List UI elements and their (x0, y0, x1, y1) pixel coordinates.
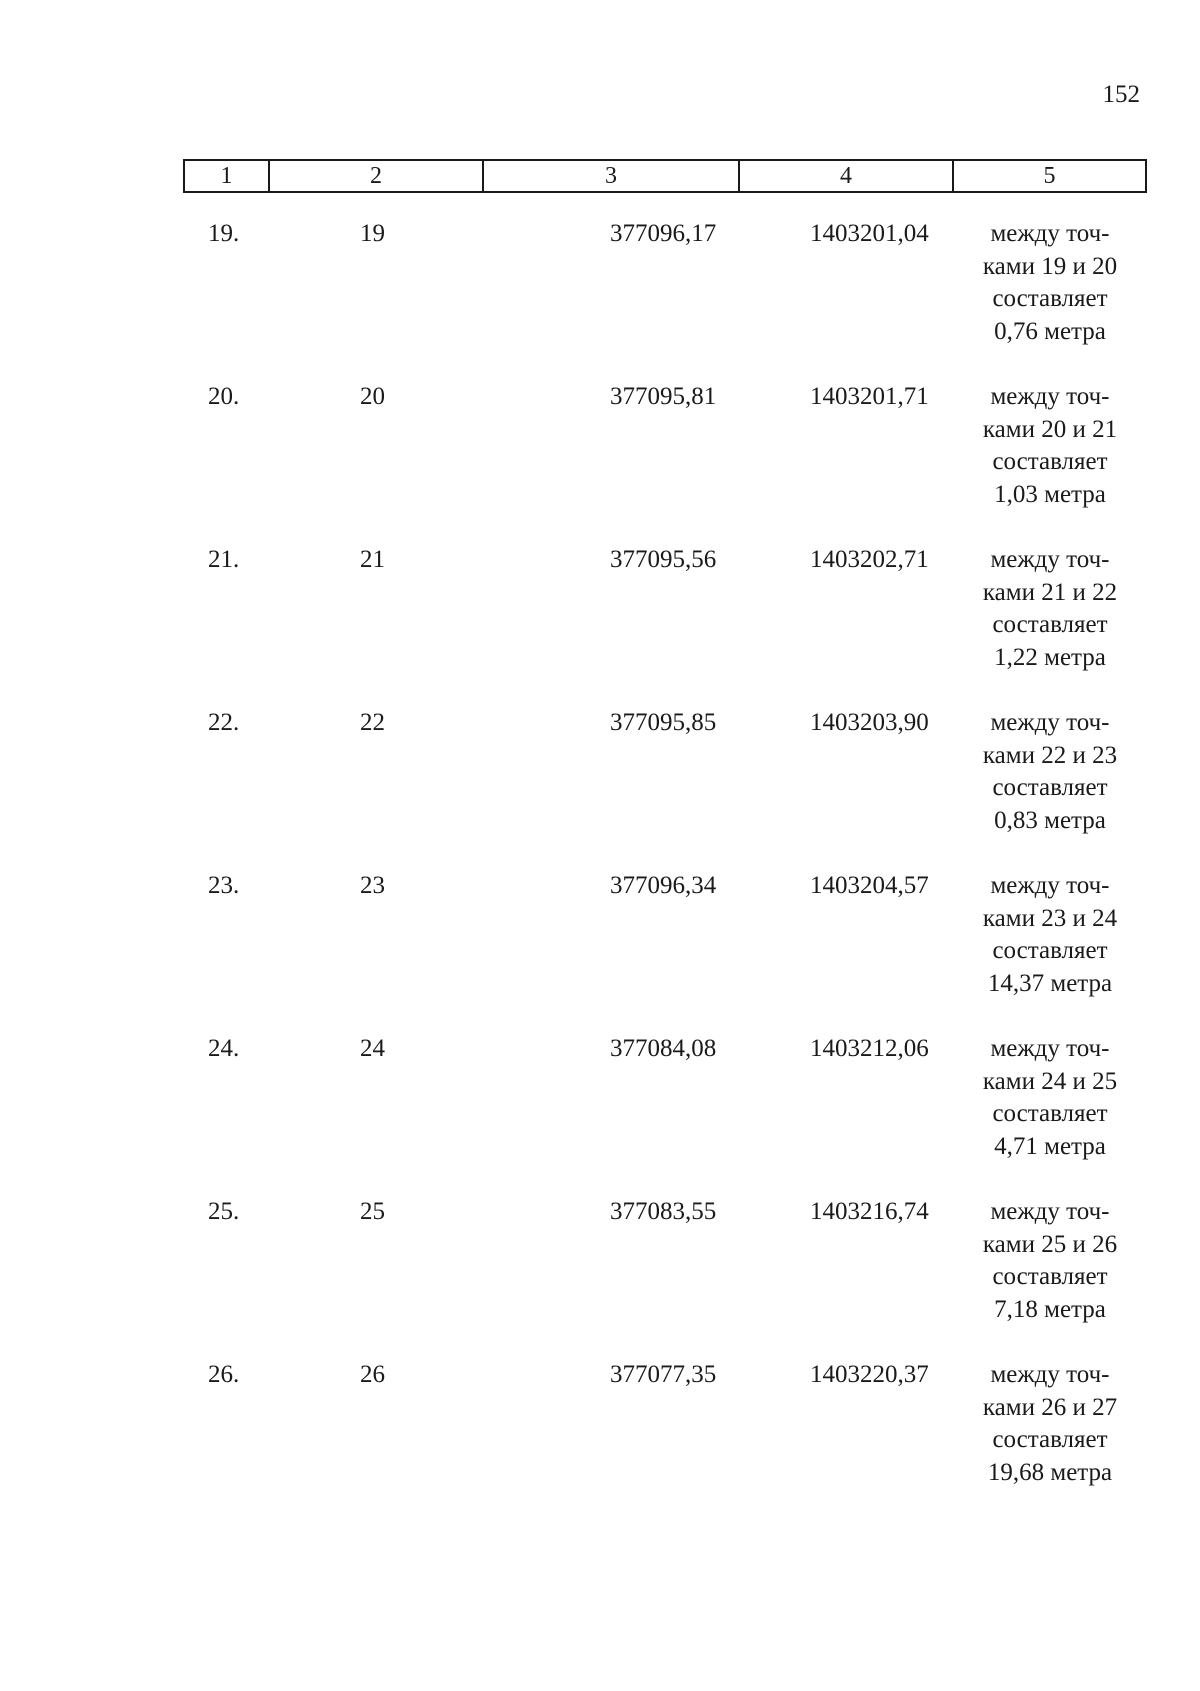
desc-line: между точ- (990, 1035, 1110, 1062)
header-cell-4: 4 (740, 161, 954, 191)
header-cell-3: 3 (484, 161, 740, 191)
desc-line: между точ- (990, 546, 1110, 573)
coord-x: 377083,55 (610, 1198, 717, 1225)
coord-y: 1403204,57 (810, 872, 929, 899)
point-id: 24 (360, 1035, 385, 1062)
desc-line: ками 25 и 26 (982, 1230, 1118, 1258)
point-id: 26 (360, 1361, 385, 1388)
coord-y: 1403203,90 (810, 709, 929, 736)
desc-line: между точ- (990, 709, 1110, 736)
desc-line: 19,68 метра (987, 1458, 1113, 1486)
point-id: 23 (360, 872, 385, 899)
desc-line: между точ- (990, 1361, 1110, 1388)
coord-x: 377084,08 (610, 1035, 717, 1062)
desc-line: составляет (992, 1100, 1108, 1127)
table-row (0, 1196, 1200, 1359)
desc-line: между точ- (990, 220, 1110, 247)
desc-line: между точ- (990, 872, 1110, 899)
desc-line: 0,76 метра (994, 317, 1106, 345)
row-number: 20. (208, 383, 240, 410)
desc-line: ками 19 и 20 (982, 252, 1118, 280)
coord-x: 377096,17 (610, 220, 717, 247)
coord-x: 377095,85 (610, 709, 717, 736)
point-id: 22 (360, 709, 385, 736)
desc-line: ками 23 и 24 (982, 904, 1118, 932)
desc-line: 4,71 метра (994, 1132, 1106, 1160)
row-number: 25. (208, 1198, 240, 1225)
desc-line: составляет (992, 937, 1108, 964)
table-row (0, 381, 1200, 544)
desc-line: ками 22 и 23 (982, 741, 1118, 769)
header-cell-1: 1 (185, 161, 270, 191)
coord-y: 1403212,06 (810, 1035, 929, 1062)
distance-description (965, 218, 1135, 348)
desc-line: 7,18 метра (994, 1295, 1106, 1323)
point-id: 20 (360, 383, 385, 410)
desc-line: ками 24 и 25 (982, 1067, 1118, 1095)
desc-line: составляет (992, 285, 1108, 312)
desc-line: составляет (992, 1263, 1108, 1290)
distance-description (965, 1196, 1135, 1326)
desc-line: ками 26 и 27 (982, 1393, 1118, 1421)
row-number: 24. (208, 1035, 240, 1062)
distance-description (965, 707, 1135, 837)
desc-line: 1,22 метра (994, 643, 1106, 671)
table-row (0, 218, 1200, 381)
coord-y: 1403201,71 (810, 383, 929, 410)
coord-y: 1403201,04 (810, 220, 929, 247)
table-row (0, 1359, 1200, 1522)
desc-line: составляет (992, 611, 1108, 638)
desc-line: составляет (992, 774, 1108, 801)
desc-line: ками 21 и 22 (982, 578, 1118, 606)
row-number: 22. (208, 709, 240, 736)
point-id: 21 (360, 546, 385, 573)
row-number: 26. (208, 1361, 240, 1388)
table-header (183, 159, 1147, 193)
page-number: 152 (1102, 81, 1140, 108)
coord-y: 1403220,37 (810, 1361, 929, 1388)
coord-y: 1403216,74 (810, 1198, 929, 1225)
coord-x: 377095,56 (610, 546, 717, 573)
coord-y: 1403202,71 (810, 546, 929, 573)
desc-line: 1,03 метра (994, 480, 1106, 508)
desc-line: между точ- (990, 383, 1110, 410)
point-id: 25 (360, 1198, 385, 1225)
desc-line: ками 20 и 21 (982, 415, 1118, 443)
coord-x: 377095,81 (610, 383, 717, 410)
header-cell-2: 2 (270, 161, 484, 191)
point-id: 19 (360, 220, 385, 247)
row-number: 23. (208, 872, 240, 899)
distance-description (965, 381, 1135, 511)
table-row (0, 1033, 1200, 1196)
coord-x: 377077,35 (610, 1361, 717, 1388)
table-row (0, 707, 1200, 870)
table-body (0, 218, 1200, 1522)
desc-line: между точ- (990, 1198, 1110, 1225)
row-number: 19. (208, 220, 240, 247)
table-row (0, 544, 1200, 707)
desc-line: 0,83 метра (994, 806, 1106, 834)
table-row (0, 870, 1200, 1033)
distance-description (965, 1033, 1135, 1163)
distance-description (965, 544, 1135, 674)
desc-line: 14,37 метра (987, 969, 1113, 997)
desc-line: составляет (992, 1426, 1108, 1453)
distance-description (965, 1359, 1135, 1489)
coord-x: 377096,34 (610, 872, 717, 899)
distance-description (965, 870, 1135, 1000)
header-cell-5: 5 (1043, 163, 1056, 189)
row-number: 21. (208, 546, 240, 573)
desc-line: составляет (992, 448, 1108, 475)
